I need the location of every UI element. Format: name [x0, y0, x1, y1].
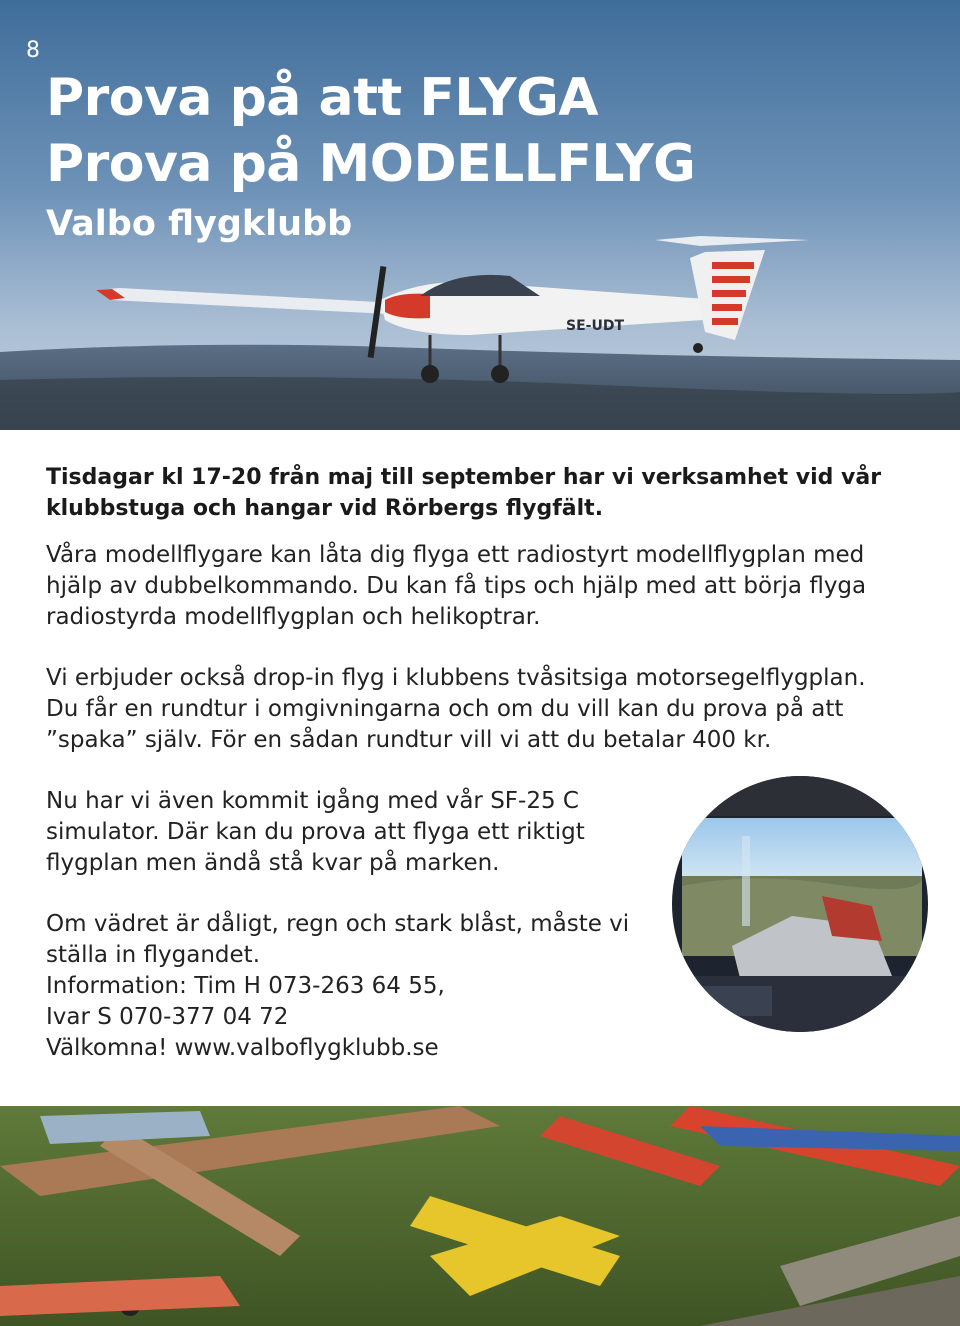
lead-line: Tisdagar kl 17-20 från maj till september har vi verksamhet vid vår: [46, 465, 882, 490]
welcome-website: Välkomna! www.valboflygklubb.se: [46, 1035, 439, 1061]
page-number: 8: [26, 38, 40, 63]
text-line: Våra modellflygare kan låta dig flyga ett radiostyrt modellflygplan med: [46, 542, 865, 568]
model-planes-photo: [0, 1106, 960, 1326]
aircraft-registration: SE-UDT: [566, 318, 624, 334]
drop-in-flight-paragraph: [46, 663, 916, 756]
text-line: Om vädret är dåligt, regn och stark blåst, måste vi: [46, 911, 630, 937]
hero-photo: [0, 0, 960, 430]
text-line: simulator. Där kan du prova att flyga ett riktigt: [46, 819, 585, 845]
model-flying-paragraph: [46, 540, 916, 633]
page-title-line-2: Prova på MODELLFLYG: [46, 134, 696, 194]
simulator-paragraph: [46, 786, 606, 879]
lead-line: klubbstuga och hangar vid Rörbergs flygfält.: [46, 496, 604, 521]
text-line: flygplan men ändå stå kvar på marken.: [46, 850, 500, 876]
club-name-subtitle: Valbo flygklubb: [46, 204, 353, 244]
text-line: hjälp av dubbelkommando. Du kan få tips och hjälp med att börja flyga: [46, 573, 867, 599]
lead-paragraph: [46, 462, 916, 524]
simulator-photo: [672, 776, 928, 1032]
text-line: ”spaka” själv. För en sådan rundtur vill vi att du betalar 400 kr.: [46, 727, 772, 753]
page-title-line-1: Prova på att FLYGA: [46, 68, 599, 128]
contact-ivar: Ivar S 070-377 04 72: [46, 1004, 289, 1030]
model-aircraft-on-grass-image: [0, 1106, 960, 1326]
text-line: radiostyrda modellflygplan och helikoptrar.: [46, 604, 541, 630]
contact-paragraph: [46, 909, 666, 1064]
text-line: Vi erbjuder också drop-in flyg i klubbens tvåsitsiga motorsegelflygplan.: [46, 665, 866, 691]
text-line: Nu har vi även kommit igång med vår SF-25 C: [46, 788, 579, 814]
simulator-cockpit-image: [672, 776, 928, 1032]
contact-tim: Information: Tim H 073-263 64 55,: [46, 973, 445, 999]
text-line: Du får en rundtur i omgivningarna och om du vill kan du prova på att: [46, 696, 844, 722]
text-line: ställa in flygandet.: [46, 942, 261, 968]
